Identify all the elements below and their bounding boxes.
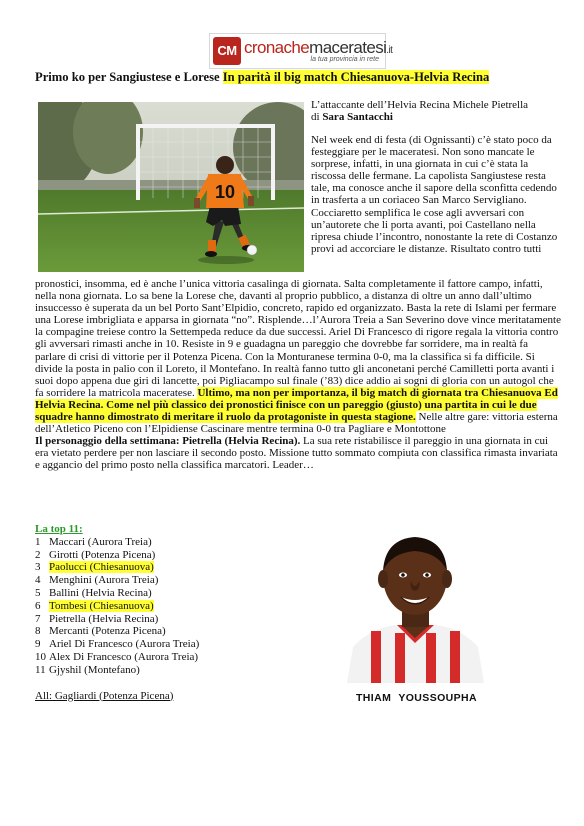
- top11-item: [35, 574, 335, 587]
- article-paragraph-2: [35, 435, 561, 471]
- top11-title: La top 11:: [35, 523, 83, 535]
- top11-item-number: 10: [35, 650, 46, 663]
- headline: [35, 70, 555, 85]
- article-tail: Nelle altre gare: vittoria esterna dell’Atletico Piceno con l’Elpidiense Cascinare mentre termina 0-0 tra Pagliare e Montottone: [35, 411, 558, 436]
- personaggio-text: La sua rete ristabilisce il pareggio in una giornata in cui era vietato perdere per non lasciare il secondo posto. Missione tutto sommato compiuta con classifica rimasta invariata e aggancio del primo posto nella classifica marcatori. Leader…: [35, 435, 558, 472]
- top11-item: [35, 587, 335, 600]
- logo-wordmark: [244, 38, 392, 58]
- coach-line: All: Gagliardi (Potenza Picena): [35, 689, 174, 702]
- photo-caption: [311, 99, 561, 123]
- logo-badge: CM: [213, 37, 241, 65]
- top11-item-number: 2: [35, 548, 41, 561]
- top11-item-name: Maccari (Aurora Treia): [49, 535, 152, 548]
- top11-section: [35, 523, 335, 702]
- article-photo: [38, 102, 304, 272]
- site-logo[interactable]: [209, 33, 393, 69]
- top11-item-name: Girotti (Potenza Picena): [49, 548, 156, 561]
- top11-item: [35, 600, 335, 613]
- logo-wordmark-tld: .it: [386, 45, 393, 56]
- top11-item-number: 1: [35, 535, 41, 548]
- top11-list: [35, 536, 335, 677]
- top11-item-number: 3: [35, 561, 41, 574]
- top11-item: [35, 638, 335, 651]
- byline: [311, 111, 561, 123]
- top11-item: [35, 664, 335, 677]
- personaggio-heading: Il personaggio della settimana: Pietrella (Helvia Recina).: [35, 435, 301, 448]
- logo-wordmark-part1: cronache: [244, 38, 310, 57]
- top11-item-name: Menghini (Aurora Treia): [49, 574, 159, 587]
- top11-item-name: Pietrella (Helvia Recina): [49, 612, 159, 625]
- article-paragraph-1: [35, 278, 561, 435]
- top11-item: [35, 561, 335, 574]
- headline-part1: Primo ko per Sangiustese e Lorese: [35, 70, 220, 84]
- player-portrait: [339, 525, 492, 683]
- headline-part2: In parità il big match Chiesanuova-Helvia Recina: [222, 70, 490, 84]
- author-name: Sara Santacchi: [322, 111, 393, 124]
- player-name: THIAM YOUSSOUPHA: [355, 692, 478, 704]
- top11-item: [35, 625, 335, 638]
- top11-item: [35, 536, 335, 549]
- top11-item-name: Gjyshil (Montefano): [49, 663, 140, 676]
- top11-item-number: 4: [35, 574, 41, 587]
- top11-item-name: Ariel Di Francesco (Aurora Treia): [49, 638, 200, 651]
- top11-item-number: 11: [35, 663, 46, 676]
- top11-item-name: Paolucci (Chiesanuova): [49, 561, 154, 574]
- article-photo-image: [38, 102, 304, 272]
- top11-item: [35, 613, 335, 626]
- article-paragraph-intro: Nel week end di festa (di Ognissanti) c’è stato poco da festeggiare per le maceratesi. Non sono mancate le sorprese, infatti, in una giornata in cui c’è stata la riscossa delle fermane. La capolista Sangiustese resta tale, ma conosce anche il sapore della sconfitta cedendo in trasferta a un coriaceo San Marco Servigliano. Cocciaretto semplifica le cose agli avversari con un’autorete che li porta avanti, poi Castellano nella ripresa chiude l’incontro, nonostante la rete di Costanzo provi ad accorciare le distanze. Risultato contro tutti: [311, 134, 558, 255]
- logo-wordmark-part2: maceratesi: [309, 38, 387, 57]
- top11-item-name: Ballini (Helvia Recina): [49, 586, 152, 599]
- top11-item-name: Tombesi (Chiesanuova): [49, 599, 154, 612]
- logo-tagline: la tua provincia in rete: [310, 56, 379, 63]
- top11-item-number: 7: [35, 612, 41, 625]
- article-body: [35, 278, 561, 472]
- top11-item: [35, 651, 335, 664]
- top11-item-number: 5: [35, 586, 41, 599]
- top11-item-number: 6: [35, 599, 41, 612]
- top11-item-name: Mercanti (Potenza Picena): [49, 625, 166, 638]
- top11-item-name: Alex Di Francesco (Aurora Treia): [49, 650, 199, 663]
- byline-prefix: di: [311, 111, 320, 124]
- article-highlight: Ultimo, ma non per importanza, il big match di giornata tra Chiesanuova Ed Helvia Recina. Come nel più classico dei pronostici finisce con un pareggio (giusto) una partita in cui le due squadre hanno dimostrato di meritare il ruolo da protagoniste in questa stagione.: [35, 386, 558, 424]
- jersey-number: 10: [214, 182, 236, 202]
- top11-item: [35, 549, 335, 562]
- top11-item-number: 8: [35, 625, 41, 638]
- top11-item-number: 9: [35, 638, 41, 651]
- article-text: pronostici, insomma, ed è anche l’unica vittoria casalinga di giornata. Salta completamente il fattore campo, infatti, nella nona giornata. Lo sa bene la Lorese che, davanti al proprio pubblico, a distanza di oltre un anno dall’ultimo insuccesso è superata da un bel Porto Sant’Elpidio, concreto, rapido ed organizzato. Basta la rete di Islami per fermare una Lorese imbrigliata e apparsa in giornata “no”. Risplende…l’Aurora Treia a San Severino dove vince meritatamente la compagine treiese contro la Settempeda reduce da due successi. Ariel Di Francesco di rigore regala la vittoria contro gli avversari rimasti anche in 10. Resiste in 9 e guadagna un pareggio che dovrebbe far sorridere, ma in realtà fa parlare di crisi di vittorie per il Potenza Picena. Con la Monturanese termina 0-0, ma la classifica si fa difficile. Si divide la posta in palio con il Loreto, il Montefano. In realtà fanno tutto gli anconetani perché Camilletti porta avanti i suoi dopo appena due giri di lancette, poi Pigliacampo sul finale (’83) dice addio ai sogni di gloria con un autogol che fa sorridere la matricola maceratese.: [35, 278, 561, 399]
- player-portrait-image: [339, 525, 492, 683]
- caption-text: L’attaccante dell’Helvia Recina Michele Pietrella: [311, 99, 529, 111]
